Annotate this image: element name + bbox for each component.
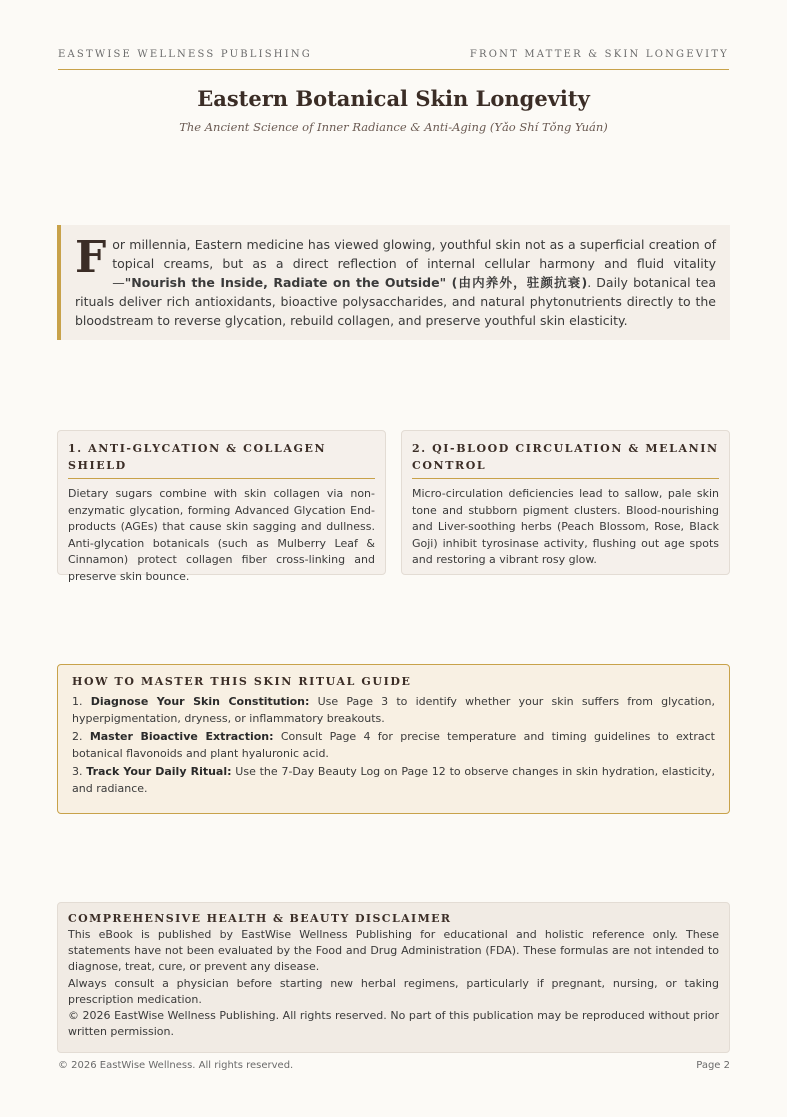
card-anti-glycation: [57, 430, 386, 583]
page-title: Eastern Botanical Skin Longevity: [197, 86, 590, 111]
intro-callout: [57, 225, 730, 340]
intro-text-after: . Daily botanical tea rituals deliver rich antioxidants, bioactive polysaccharides, and natural phytonutrients directly to the bloodstream to reverse glycation, rebuild collagen, and preserve youthful skin elasticity.: [75, 275, 716, 328]
page-subtitle: The Ancient Science of Inner Radiance & Anti-Aging (Yǎo Shí Tǒng Yuán): [179, 120, 608, 134]
section-name: FRONT MATTER & SKIN LONGEVITY: [469, 49, 729, 60]
card-body: Dietary sugars combine with skin collagen via non-enzymatic glycation, forming Advanced Glycation End-products (AGEs) that cause skin sagging and dullness. Anti-glycation botanicals (such as Mulberry Leaf & Cinnamon) protect collagen fiber cross-linking and preserve skin bounce.: [68, 487, 375, 583]
footer-copyright: © 2026 EastWise Wellness. All rights reserved.: [58, 1060, 294, 1071]
card-title: 1. ANTI-GLYCATION & COLLAGEN SHIELD: [68, 440, 375, 479]
step-text: Consult Page 4 for precise temperature and timing guidelines to extract botanical flavonoids and plant hyaluronic acid.: [72, 730, 715, 760]
guide-step: [72, 694, 715, 727]
step-text: Use the 7-Day Beauty Log on Page 12 to observe changes in skin hydration, elasticity, and radiance.: [72, 765, 715, 795]
guide-step: [72, 764, 715, 797]
publisher-name: EASTWISE WELLNESS PUBLISHING: [58, 49, 312, 60]
step-label: Track Your Daily Ritual:: [86, 765, 232, 778]
ritual-guide-box: [57, 664, 730, 814]
disclaimer-paragraph: Always consult a physician before starting new herbal regimens, particularly if pregnant, nursing, or taking prescription medication.: [68, 976, 719, 1006]
step-number: 1.: [72, 695, 83, 708]
intro-text-before: or millennia, Eastern medicine has viewed glowing, youthful skin not as a superficial creation of topical creams, but as a direct reflection of internal cellular harmony and fluid vitality—: [112, 237, 716, 290]
step-label: Master Bioactive Extraction:: [89, 730, 274, 743]
card-body: Micro-circulation deficiencies lead to sallow, pale skin tone and stubborn pigment clusters. Blood-nourishing and Liver-soothing herbs (Peach Blossom, Rose, Black Goji) inhibit tyrosinase activity, flushing out age spots and restoring a vibrant rosy glow.: [412, 487, 719, 566]
card-title: 2. QI-BLOOD CIRCULATION & MELANIN CONTROL: [412, 440, 719, 479]
page-number: Page 2: [696, 1060, 730, 1071]
disclaimer-paragraph: © 2026 EastWise Wellness Publishing. All rights reserved. No part of this publication may be reproduced without prior written permission.: [68, 1009, 719, 1039]
disclaimer-title: COMPREHENSIVE HEALTH & BEAUTY DISCLAIMER: [68, 912, 452, 925]
step-text: Use Page 3 to identify whether your skin suffers from glycation, hyperpigmentation, dryness, or inflammatory breakouts.: [72, 695, 716, 725]
step-number: 3.: [72, 765, 83, 778]
disclaimer-box: [57, 902, 730, 1053]
page-header: [58, 49, 729, 70]
step-label: Diagnose Your Skin Constitution:: [90, 695, 310, 708]
card-qi-blood: [401, 430, 730, 575]
drop-cap: F: [75, 232, 107, 283]
step-number: 2.: [72, 730, 83, 743]
disclaimer-paragraph: This eBook is published by EastWise Wellness Publishing for educational and holistic reference only. These statements have not been evaluated by the Food and Drug Administration (FDA). These formulas are not intended to diagnose, treat, cure, or prevent any disease.: [68, 928, 719, 974]
guide-title: HOW TO MASTER THIS SKIN RITUAL GUIDE: [72, 675, 412, 688]
intro-bold-quote: "Nourish the Inside, Radiate on the Outside" (由内养外，驻颜抗衰): [124, 275, 588, 290]
guide-step: [72, 729, 715, 762]
